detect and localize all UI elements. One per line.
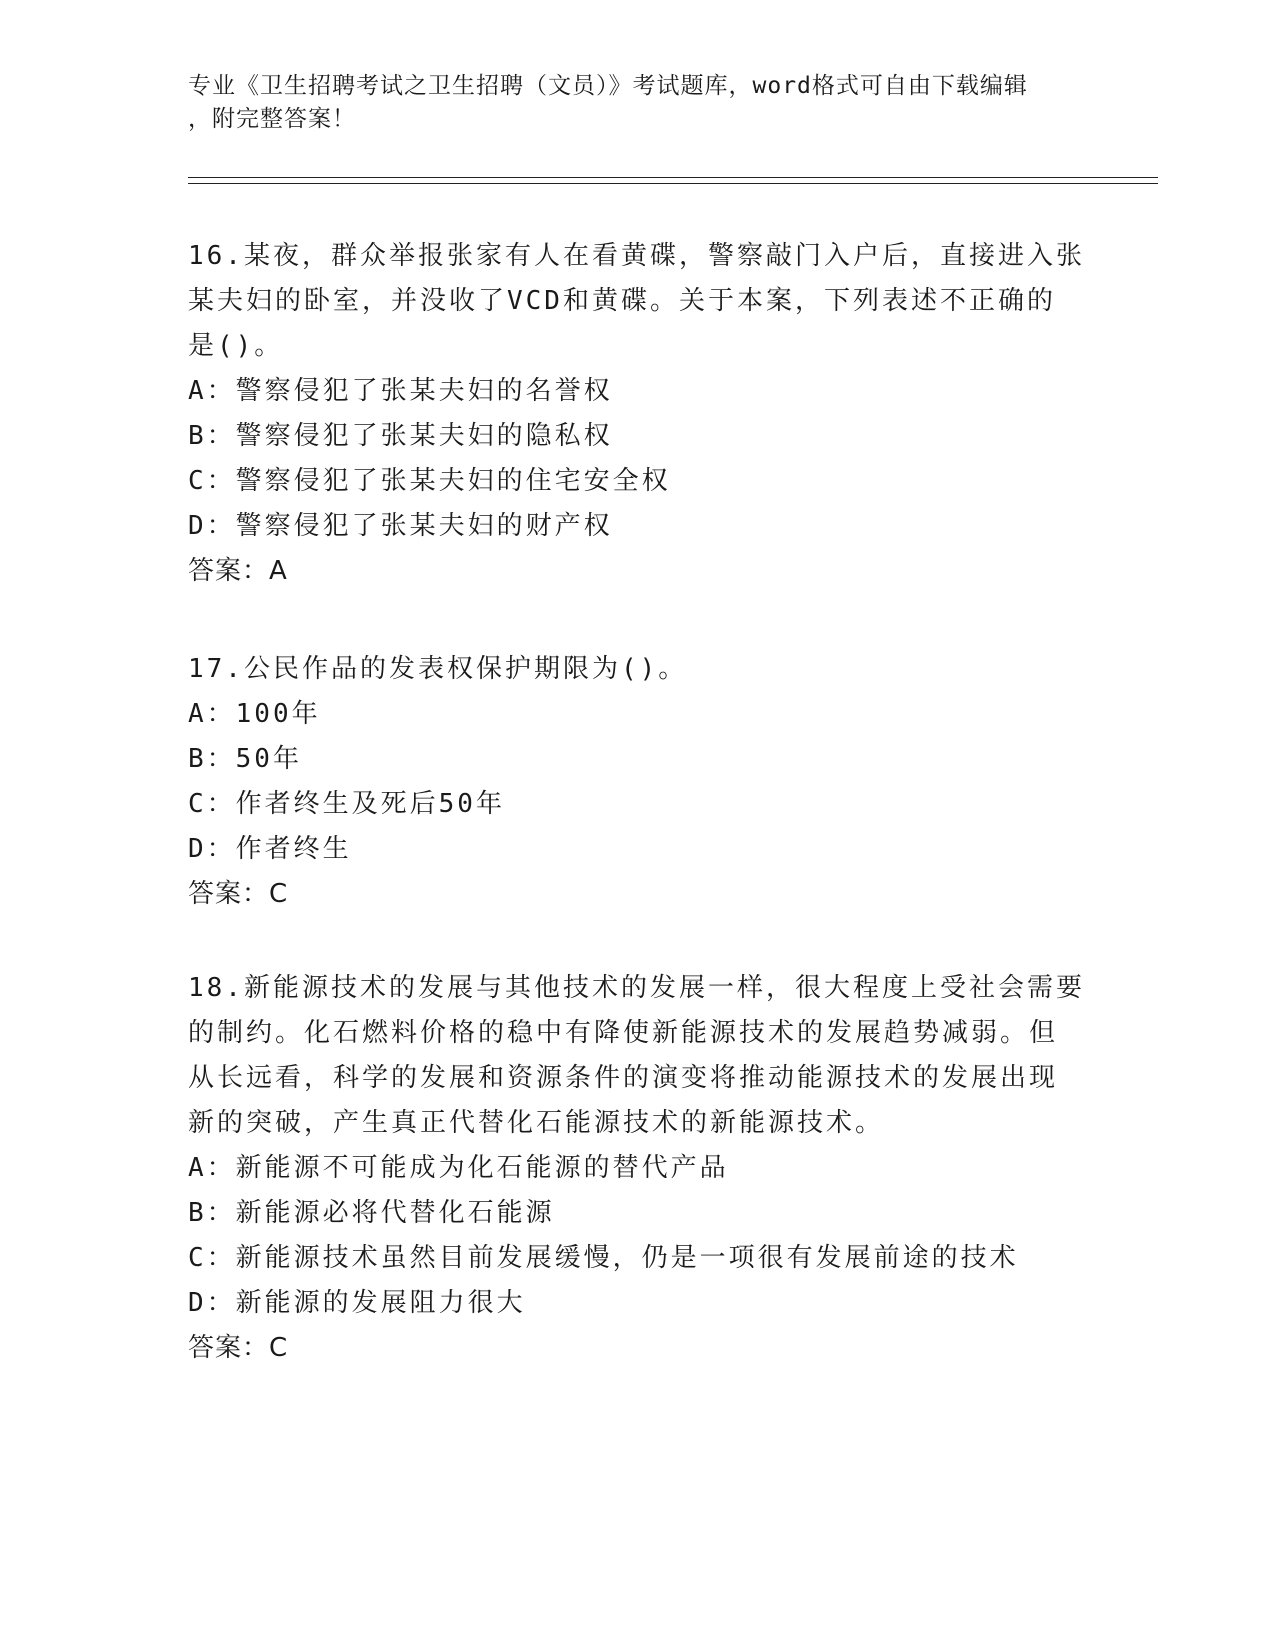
option-a: A：100年 [188,699,321,729]
stem-line: 的制约。化石燃料价格的稳中有降使新能源技术的发展趋势减弱。但 [188,1018,1059,1048]
option-d: D：警察侵犯了张某夫妇的财产权 [188,511,613,541]
answer-line: 答案：C [188,879,289,909]
option-d: D：作者终生 [188,834,352,864]
header-line-1: 专业《卫生招聘考试之卫生招聘（文员）》考试题库，word格式可自由下载编辑 [188,73,1028,99]
question-17 [188,647,1088,917]
document-header [188,70,1088,136]
option-b: B：50年 [188,744,302,774]
question-18 [188,966,1088,1371]
answer-line: 答案：C [188,1333,289,1363]
question-stem [188,234,1088,369]
option-c: C：警察侵犯了张某夫妇的住宅安全权 [188,466,671,496]
question-16 [188,234,1088,594]
header-line-2: ，附完整答案！ [188,106,356,132]
option-c: C：作者终生及死后50年 [188,789,505,819]
option-c: C：新能源技术虽然目前发展缓慢，仍是一项很有发展前途的技术 [188,1243,1019,1273]
option-a: A：新能源不可能成为化石能源的替代产品 [188,1153,729,1183]
question-stem [188,647,1088,692]
option-a: A：警察侵犯了张某夫妇的名誉权 [188,376,613,406]
header-rule-top [188,177,1158,178]
option-d: D：新能源的发展阻力很大 [188,1288,526,1318]
stem-line: 17.公民作品的发表权保护期限为()。 [188,654,688,684]
header-rule-bottom [188,183,1158,184]
stem-line: 从长远看，科学的发展和资源条件的演变将推动能源技术的发展出现 [188,1063,1059,1093]
option-b: B：警察侵犯了张某夫妇的隐私权 [188,421,613,451]
stem-line: 某夫妇的卧室，并没收了VCD和黄碟。关于本案，下列表述不正确的 [188,286,1056,316]
question-stem [188,966,1088,1146]
stem-line: 18.新能源技术的发展与其他技术的发展一样，很大程度上受社会需要 [188,973,1085,1003]
stem-line: 16.某夜，群众举报张家有人在看黄碟，警察敲门入户后，直接进入张 [188,241,1085,271]
stem-line: 是()。 [188,331,284,361]
answer-line: 答案：A [188,556,288,586]
option-b: B：新能源必将代替化石能源 [188,1198,555,1228]
stem-line: 新的突破，产生真正代替化石能源技术的新能源技术。 [188,1108,885,1138]
